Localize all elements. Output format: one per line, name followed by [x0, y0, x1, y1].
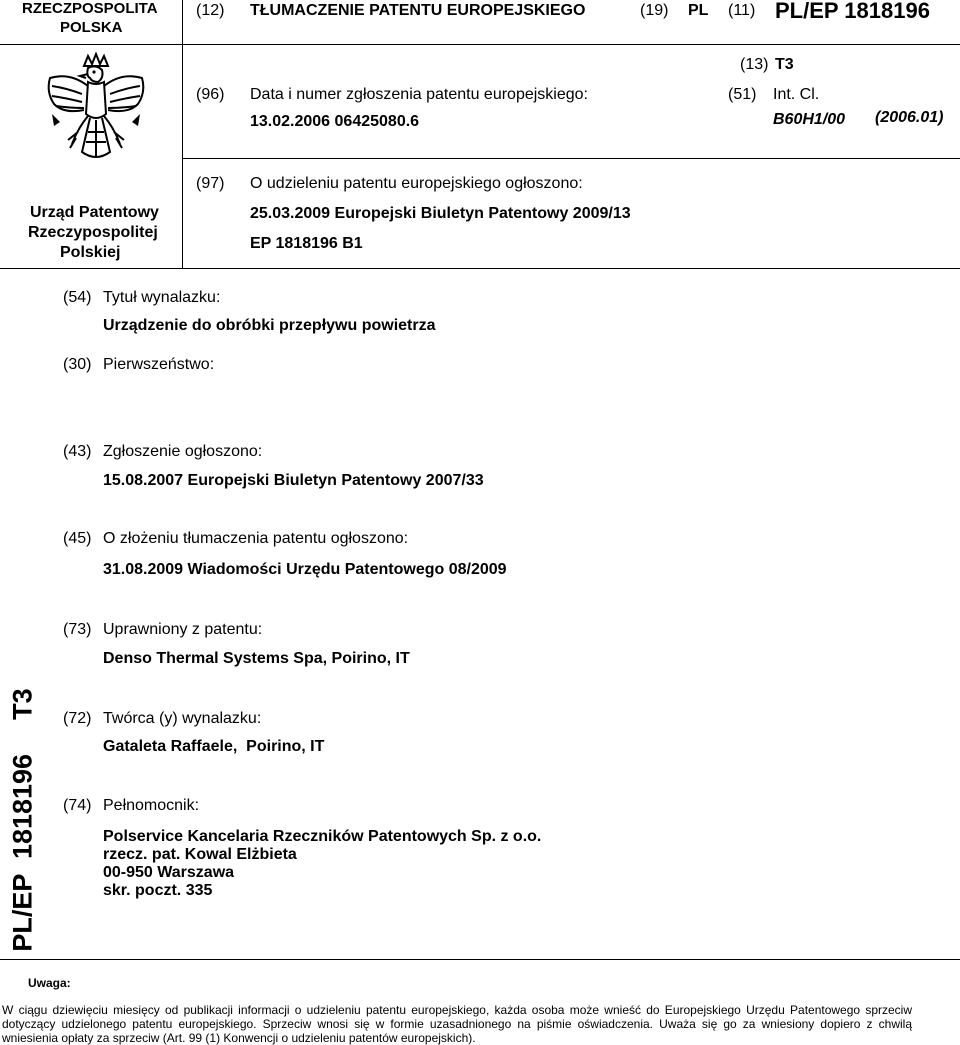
attorney-line3: 00-950 Warszawa: [103, 864, 235, 881]
notice-heading: Uwaga:: [28, 976, 71, 990]
grant-value: 25.03.2009 Europejski Biuletyn Patentowy 2009/13: [250, 205, 631, 222]
code-19: (19): [640, 2, 669, 19]
header-divider-bottom: [0, 268, 960, 269]
code-74: (74): [63, 797, 92, 814]
owner-value: Denso Thermal Systems Spa, Poirino, IT: [103, 650, 410, 667]
footer-divider: [0, 959, 960, 960]
attorney-line2: rzecz. pat. Kowal Elżbieta: [103, 846, 297, 863]
office-name-line3: Polskiej: [60, 244, 121, 261]
priority-label: Pierwszeństwo:: [103, 356, 215, 373]
attorney-label: Pełnomocnik:: [103, 797, 200, 814]
inventor-label: Twórca (y) wynalazku:: [103, 710, 262, 727]
translation-value: 31.08.2009 Wiadomości Urzędu Patentowego 08/2009: [103, 561, 507, 578]
code-73: (73): [63, 621, 92, 638]
code-51: (51): [728, 86, 757, 103]
code-97: (97): [196, 175, 225, 192]
header-divider-top: [0, 44, 960, 45]
code-45: (45): [63, 530, 92, 547]
int-cl-class: B60H1/00: [773, 111, 846, 128]
country-name-line2: POLSKA: [60, 19, 123, 36]
published-value: 15.08.2007 Europejski Biuletyn Patentowy 2007/33: [103, 472, 484, 489]
title-label: Tytuł wynalazku:: [103, 289, 221, 306]
attorney-line4: skr. poczt. 335: [103, 882, 213, 899]
int-cl-label: Int. Cl.: [773, 86, 820, 103]
document-kind: TŁUMACZENIE PATENTU EUROPEJSKIEGO: [250, 2, 586, 19]
code-30: (30): [63, 356, 92, 373]
title-value: Urządzenie do obróbki przepływu powietrza: [103, 317, 436, 334]
filing-value: 13.02.2006 06425080.6: [250, 113, 420, 130]
side-patent-number: PL/EP 1818196: [7, 753, 38, 952]
code-43: (43): [63, 443, 92, 460]
published-label: Zgłoszenie ogłoszono:: [103, 443, 263, 460]
code-13: (13): [740, 56, 769, 73]
eagle-emblem-icon: [42, 52, 150, 172]
code-72: (72): [63, 710, 92, 727]
translation-label: O złożeniu tłumaczenia patentu ogłoszono:: [103, 530, 409, 547]
office-name-line1: Urząd Patentowy: [30, 204, 159, 221]
country-code: PL: [688, 2, 709, 19]
owner-label: Uprawniony z patentu:: [103, 621, 263, 638]
grant-label: O udzieleniu patentu europejskiego ogłoszono:: [250, 175, 583, 192]
int-cl-version: (2006.01): [875, 109, 944, 126]
office-name-line2: Rzeczypospolitej: [28, 224, 158, 241]
grant-ep: EP 1818196 B1: [250, 235, 363, 252]
header-divider-middle: [182, 158, 960, 159]
country-name-line1: RZECZPOSPOLITA: [22, 0, 158, 17]
patent-number: PL/EP 1818196: [775, 0, 930, 23]
side-patent-label: [5, 688, 41, 952]
filing-label: Data i numer zgłoszenia patentu europejskiego:: [250, 86, 588, 103]
code-12: (12): [196, 2, 225, 19]
inventor-value: Gataleta Raffaele, Poirino, IT: [103, 738, 325, 755]
notice-body: W ciągu dziewięciu miesięcy od publikacji informacji o udzieleniu patentu europejskiego, każda osoba może wnieść do Europejskiego Urzędu Patentowego sprzeciw dotyczący udzielonego patentu europejskiego. Sprzeciw wnosi się w formie uzasadnionego na piśmie oświadczenia. Uważa się go za wniesiony dopiero z chwilą wniesienia opłaty za sprzeciw (Art. 99 (1) Konwencji o udzieleniu patentów europejskich).: [2, 1003, 912, 1045]
attorney-line1: Polservice Kancelaria Rzeczników Patentowych Sp. z o.o.: [103, 828, 542, 845]
code-11: (11): [728, 2, 756, 19]
code-54: (54): [63, 289, 92, 306]
kind-code: T3: [775, 56, 794, 73]
side-kind-code: T3: [7, 688, 38, 720]
code-96: (96): [196, 86, 225, 103]
header-divider-vertical: [182, 0, 183, 268]
